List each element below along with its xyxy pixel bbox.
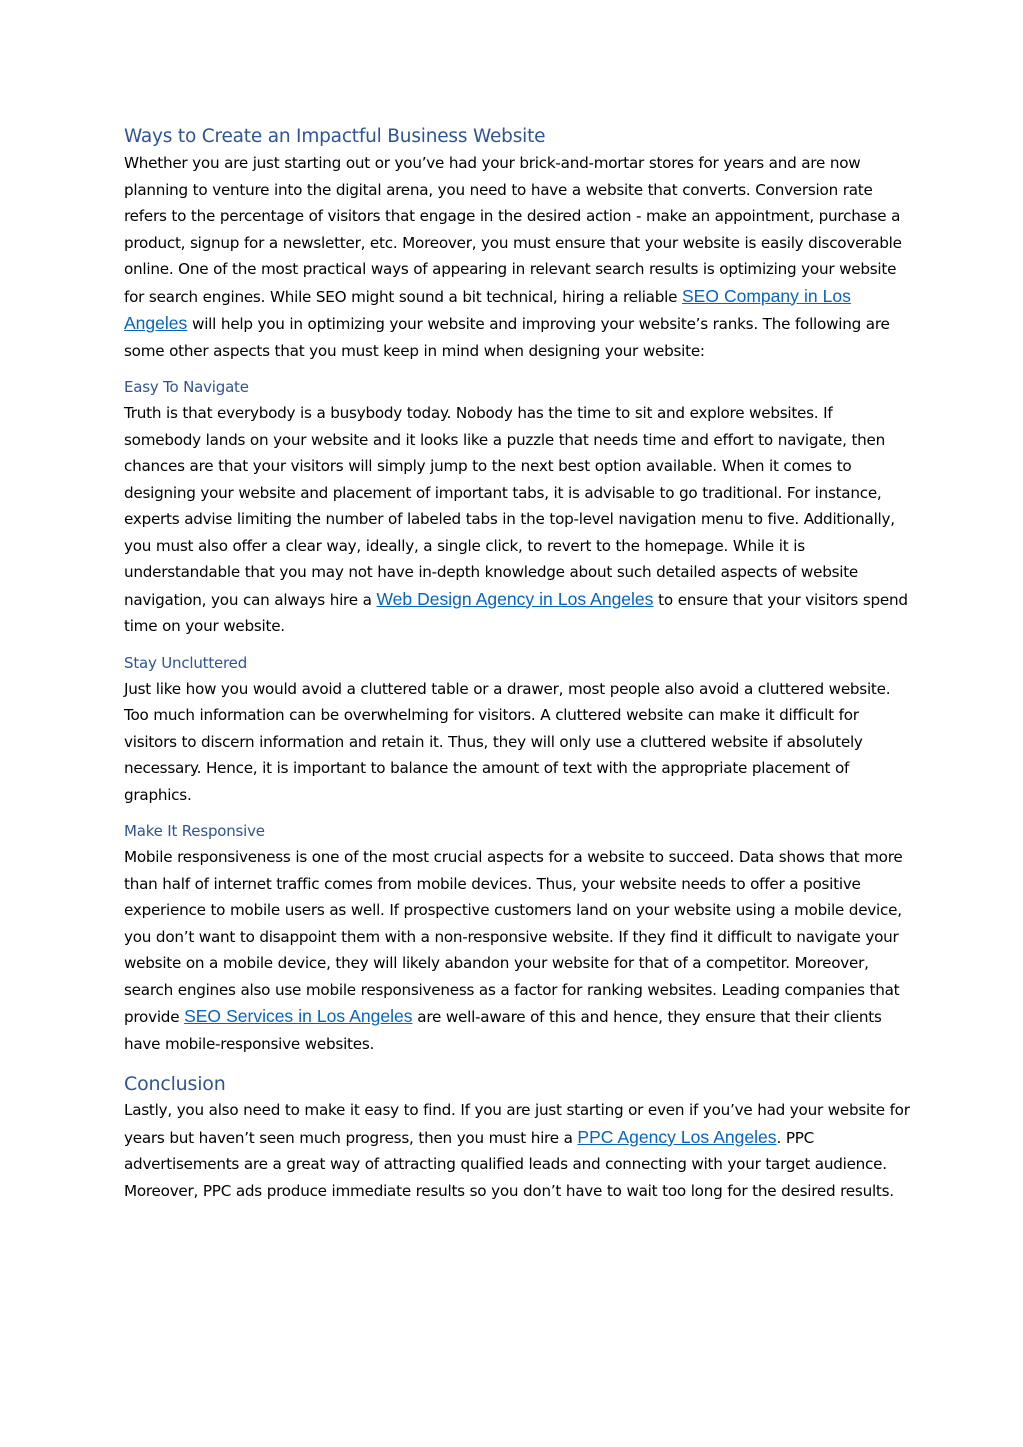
seo-services-link[interactable]: SEO Services in Los Angeles: [184, 1006, 413, 1026]
page-title: Ways to Create an Impactful Business Website: [124, 126, 546, 147]
conclusion-paragraph: [124, 1097, 914, 1204]
responsive-paragraph: [124, 844, 914, 1057]
conclusion-text-before: Lastly, you also need to make it easy to find. If you are just starting or even if you’ve had your website for years but haven’t seen much progress, then you must hire a: [124, 1101, 910, 1147]
uncluttered-paragraph: Just like how you would avoid a cluttered table or a drawer, most people also avoid a cluttered website. Too much information can be overwhelming for visitors. A cluttered website can make it difficult for visitors to discern information and retain it. Thus, they will only use a cluttered website if absolutely necessary. Hence, it is important to balance the amount of text with the appropriate placement of graphics.: [124, 679, 891, 804]
intro-text-after: will help you in optimizing your website and improving your website’s ranks. The following are some other aspects that you must keep in mind when designing your website:: [124, 315, 890, 360]
document-page: [124, 122, 914, 1204]
heading-conclusion: Conclusion: [124, 1073, 226, 1095]
intro-text-before: Whether you are just starting out or you’ve had your brick-and-mortar stores for years and are now planning to venture into the digital arena, you need to have a website that converts. Conversion rate refers to the percentage of visitors that engage in the desired action - make an appointment, purchase a product, signup for a newsletter, etc. Moreover, you must ensure that your website is easily discoverable online. One of the most practical ways of appearing in relevant search results is optimizing your website for search engines. While SEO might sound a bit technical, hiring a reliable: [124, 154, 902, 306]
conclusion-text-after: . PPC advertisements are a great way of attracting qualified leads and connecting with your target audience. Moreover, PPC ads produce immediate results so you don’t have to wait too long for the desired results.: [124, 1128, 894, 1200]
ppc-agency-link[interactable]: PPC Agency Los Angeles: [577, 1126, 777, 1147]
heading-easy-to-navigate: Easy To Navigate: [124, 378, 249, 396]
navigate-text-after: to ensure that your visitors spend time on your website.: [124, 590, 908, 635]
seo-company-link[interactable]: SEO Company in Los Angeles: [124, 285, 851, 333]
responsive-text-before: Mobile responsiveness is one of the most crucial aspects for a website to succeed. Data shows that more than half of internet traffic comes from mobile devices. Thus, your website needs to offer a positive experience to mobile users as well. If prospective customers land on your website using a mobile device, you don’t want to disappoint them with a non-responsive website. If they find it difficult to navigate your website on a mobile device, they will likely abandon your website for that of a competitor. Moreover, search engines also use mobile responsiveness as a factor for ranking websites. Leading companies that provide: [124, 848, 903, 1026]
navigate-paragraph: [124, 400, 914, 640]
heading-stay-uncluttered: Stay Uncluttered: [124, 653, 248, 672]
intro-paragraph: [124, 150, 914, 364]
responsive-text-after: are well-aware of this and hence, they ensure that their clients have mobile-responsive websites.: [124, 1008, 882, 1053]
web-design-agency-link[interactable]: Web Design Agency in Los Angeles: [376, 588, 654, 609]
navigate-text-before: Truth is that everybody is a busybody today. Nobody has the time to sit and explore websites. If somebody lands on your website and it looks like a puzzle that needs time and effort to navigate, then chances are that your visitors will simply jump to the next best option available. When it comes to designing your website and placement of important tabs, it is advisable to go traditional. For instance, experts advise limiting the number of labeled tabs in the top-level navigation menu to five. Additionally, you must also offer a clear way, ideally, a single click, to revert to the homepage. While it is understandable that you may not have in-depth knowledge about such detailed aspects of website navigation, you can always hire a: [124, 404, 895, 609]
heading-make-it-responsive: Make It Responsive: [124, 822, 265, 840]
